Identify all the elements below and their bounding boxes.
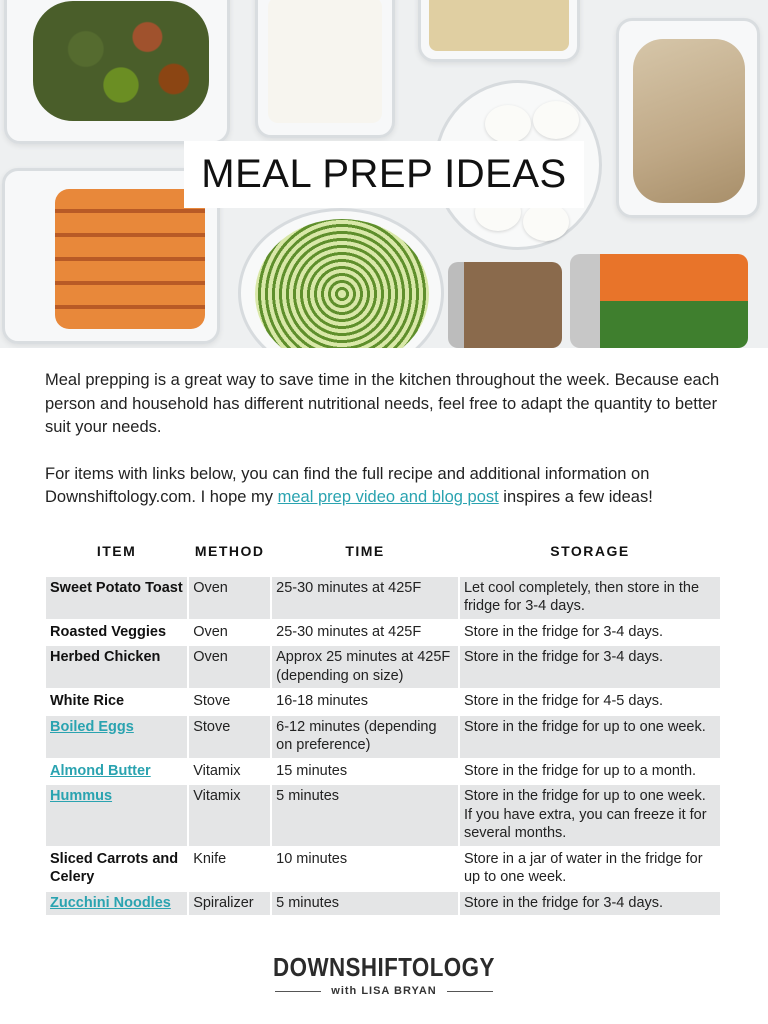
table-row <box>46 892 720 916</box>
storage-cell: Store in the fridge for 3-4 days. <box>463 623 664 640</box>
item-link-almond-butter[interactable]: Almond Butter <box>50 762 151 779</box>
method-cell: Spiralizer <box>189 892 270 916</box>
method-cell: Stove <box>189 716 270 758</box>
byline-rule-left <box>275 991 321 992</box>
roasted-veggies-container <box>4 0 230 144</box>
carrots-celery-jar <box>570 254 748 348</box>
intro-text <box>45 369 735 510</box>
title-banner <box>184 141 584 208</box>
storage-cell: Store in the fridge for 3-4 days. <box>460 892 720 916</box>
storage-cell: Store in the fridge for 3-4 days. <box>460 646 720 688</box>
table-row <box>46 577 720 619</box>
table-row <box>46 621 720 645</box>
meal-prep-video-link[interactable]: meal prep video and blog post <box>277 488 499 506</box>
method-cell: Knife <box>193 850 227 867</box>
method-cell: Vitamix <box>189 785 270 846</box>
chicken-container <box>616 18 760 218</box>
item-cell: Sweet Potato Toast <box>46 577 187 619</box>
rice-container <box>255 0 395 138</box>
time-cell: 15 minutes <box>276 762 348 779</box>
almond-butter-jar <box>448 262 562 348</box>
time-cell: 5 minutes <box>272 892 458 916</box>
table-header-row <box>46 542 720 575</box>
time-cell: 6-12 minutes (depending on preference) <box>272 716 458 758</box>
time-cell: 5 minutes <box>272 785 458 846</box>
brand-logo: DOWNSHIFTOLOGY <box>273 952 495 982</box>
item-cell: Herbed Chicken <box>46 646 187 688</box>
byline <box>0 985 768 997</box>
time-cell: Approx 25 minutes at 425F (depending on size) <box>272 646 458 688</box>
page-title: MEAL PREP IDEAS <box>201 152 567 196</box>
item-cell: Roasted Veggies <box>50 623 167 640</box>
time-cell: 25-30 minutes at 425F <box>272 577 458 619</box>
intro-paragraph-2-start: For items with links below, you can find the full recipe and additional information on Downshiftology.com. I hope my <box>45 464 650 506</box>
header-time: TIME <box>345 543 385 559</box>
storage-cell: Store in a jar of water in the fridge for up to one week. <box>463 850 703 885</box>
table-row <box>46 785 720 846</box>
intro-paragraph-1: Meal prepping is a great way to save time in the kitchen throughout the week. Because each person and household has different nutritional needs, feel free to adapt the quantity to better suit your needs. <box>45 371 720 436</box>
header-storage: STORAGE <box>550 543 630 559</box>
method-cell: Oven <box>189 646 270 688</box>
method-cell: Vitamix <box>193 762 241 779</box>
storage-cell: Let cool completely, then store in the fridge for 3-4 days. <box>460 577 720 619</box>
storage-cell: Store in the fridge for up to one week. <box>460 716 720 758</box>
meal-prep-table <box>44 540 722 917</box>
hummus-container <box>418 0 580 62</box>
item-link-zucchini-noodles[interactable]: Zucchini Noodles <box>46 892 187 916</box>
storage-cell: Store in the fridge for up to a month. <box>463 762 697 779</box>
header-item: ITEM <box>96 543 137 559</box>
table-row <box>46 646 720 688</box>
item-link-hummus[interactable]: Hummus <box>46 785 187 846</box>
storage-cell: Store in the fridge for up to one week. If you have extra, you can freeze it for several months. <box>460 785 720 846</box>
table-row <box>46 848 720 890</box>
byline-rule-right <box>447 991 493 992</box>
method-cell: Stove <box>193 693 231 709</box>
header-method: METHOD <box>194 543 265 559</box>
time-cell: 25-30 minutes at 425F <box>276 623 422 640</box>
zucchini-noodles-bowl <box>238 208 444 348</box>
table-row <box>46 716 720 758</box>
hero-photo <box>0 0 768 348</box>
intro-paragraph-2 <box>45 463 735 510</box>
method-cell: Oven <box>193 623 228 640</box>
footer-logo <box>0 952 768 997</box>
item-cell: Sliced Carrots and Celery <box>50 850 179 885</box>
method-cell: Oven <box>189 577 270 619</box>
table-row <box>46 760 720 784</box>
table-row <box>46 690 720 714</box>
byline-text: with LISA BRYAN <box>331 985 437 997</box>
item-cell: White Rice <box>50 693 125 709</box>
storage-cell: Store in the fridge for 4-5 days. <box>463 693 664 709</box>
time-cell: 16-18 minutes <box>276 693 369 709</box>
item-link-boiled-eggs[interactable]: Boiled Eggs <box>46 716 187 758</box>
time-cell: 10 minutes <box>276 850 348 867</box>
intro-paragraph-2-end: inspires a few ideas! <box>498 488 653 506</box>
